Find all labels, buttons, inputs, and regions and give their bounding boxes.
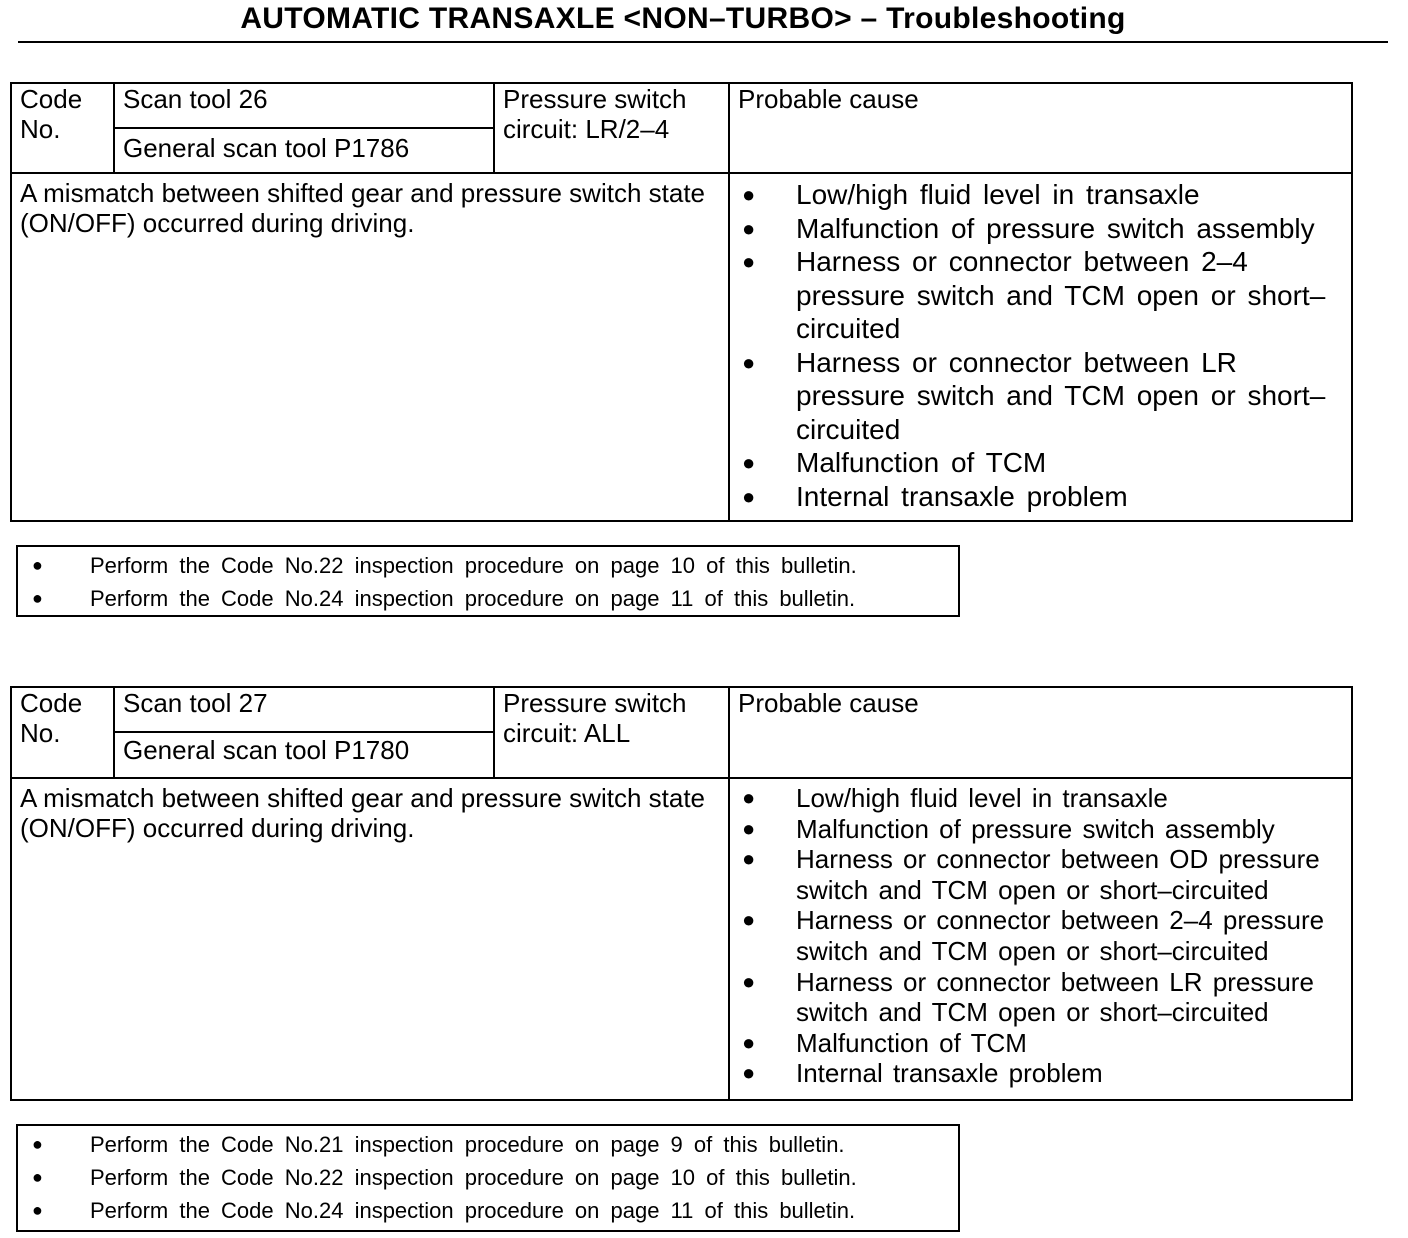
pressure-switch-circuit: Pressure switch circuit: LR/2–4 <box>494 83 729 173</box>
dtc-table-27 <box>10 686 1353 1101</box>
general-scan-tool-label: General scan tool P1786 <box>114 128 494 173</box>
general-scan-tool-label: General scan tool P1780 <box>114 732 494 778</box>
procedure-row <box>32 549 944 582</box>
list-item: ● Malfunction of TCM <box>738 1028 1343 1059</box>
scan-tool-label: Scan tool 26 <box>114 83 494 128</box>
probable-cause-header: Probable cause <box>729 83 1352 173</box>
list-item: ● Harness or connector between LR pressure switch and TCM open or short–circuited <box>738 346 1343 447</box>
bullet-icon: ● <box>32 1167 43 1187</box>
bullet-icon: ● <box>32 1200 43 1220</box>
list-item: ● Malfunction of pressure switch assembly <box>738 814 1343 845</box>
list-item: ● Low/high fluid level in transaxle <box>738 178 1343 212</box>
procedure-box-26 <box>16 545 960 617</box>
procedure-box-27 <box>16 1124 960 1232</box>
procedure-row <box>32 582 944 615</box>
probable-cause-cell <box>729 778 1352 1100</box>
bullet-icon: ● <box>32 1134 43 1154</box>
scan-tool-label: Scan tool 27 <box>114 687 494 732</box>
list-item: ● Malfunction of TCM <box>738 446 1343 480</box>
title-rule <box>18 41 1388 43</box>
procedure-text: Perform the Code No.24 inspection procedure on page 11 of this bulletin. <box>90 1198 856 1223</box>
fault-description: A mismatch between shifted gear and pressure switch state (ON/OFF) occurred during driving. <box>11 778 729 1100</box>
list-item: ● Harness or connector between LR pressure switch and TCM open or short–circuited <box>738 967 1343 1028</box>
cause-list <box>738 783 1343 1089</box>
cause-list <box>738 178 1343 513</box>
procedure-text: Perform the Code No.24 inspection procedure on page 11 of this bulletin. <box>90 586 856 611</box>
procedure-row <box>32 1128 944 1161</box>
probable-cause-cell <box>729 173 1352 521</box>
pressure-switch-circuit: Pressure switch circuit: ALL <box>494 687 729 778</box>
list-item: ● Harness or connector between 2–4 pressure switch and TCM open or short–circuited <box>738 245 1343 346</box>
probable-cause-header: Probable cause <box>729 687 1352 778</box>
procedure-row <box>32 1194 944 1227</box>
list-item: ● Malfunction of pressure switch assembly <box>738 212 1343 246</box>
bullet-icon: ● <box>32 588 43 608</box>
procedure-row <box>32 1161 944 1194</box>
fault-description: A mismatch between shifted gear and pressure switch state (ON/OFF) occurred during driving. <box>11 173 729 521</box>
page-title: AUTOMATIC TRANSAXLE <NON–TURBO> – Troubleshooting <box>240 2 1126 35</box>
procedure-text: Perform the Code No.22 inspection procedure on page 10 of this bulletin. <box>90 1165 857 1190</box>
procedure-text: Perform the Code No.22 inspection procedure on page 10 of this bulletin. <box>90 553 857 578</box>
list-item: ● Harness or connector between 2–4 pressure switch and TCM open or short–circuited <box>738 905 1343 966</box>
code-no-label: Code No. <box>11 687 114 778</box>
procedure-text: Perform the Code No.21 inspection procedure on page 9 of this bulletin. <box>90 1132 845 1157</box>
code-no-label: Code No. <box>11 83 114 173</box>
bullet-icon: ● <box>32 555 43 575</box>
list-item: ● Low/high fluid level in transaxle <box>738 783 1343 814</box>
list-item: ● Internal transaxle problem <box>738 480 1343 514</box>
list-item: ● Harness or connector between OD pressure switch and TCM open or short–circuited <box>738 844 1343 905</box>
dtc-table-26 <box>10 82 1353 522</box>
list-item: ● Internal transaxle problem <box>738 1058 1343 1089</box>
